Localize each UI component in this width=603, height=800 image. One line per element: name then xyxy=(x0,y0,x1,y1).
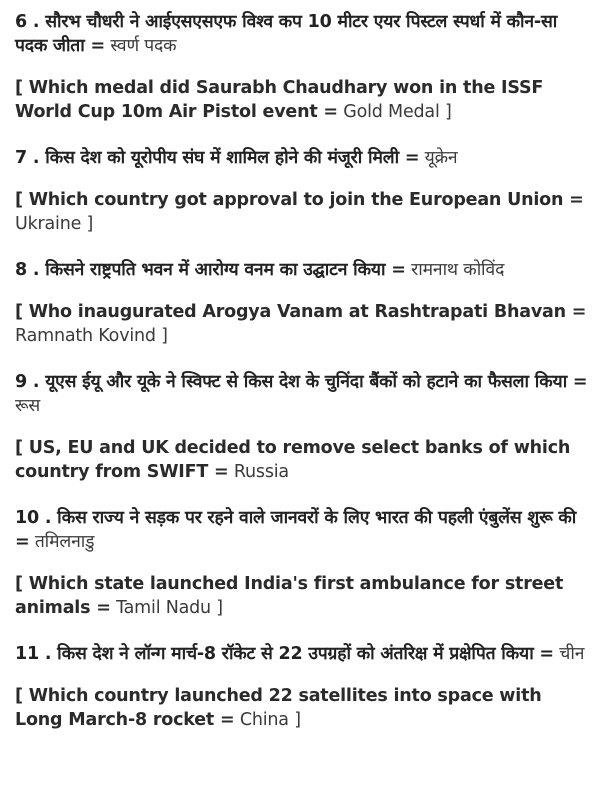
english-answer: Tamil Nadu ] xyxy=(116,598,223,618)
hindi-answer: चीन xyxy=(559,644,585,664)
question-block-10 xyxy=(15,506,591,620)
english-answer: Ramnath Kovind ] xyxy=(15,326,168,346)
hindi-question-text: 9 . यूएस ईयू और यूके ने स्विफ्ट से किस देश के चुनिंदा बैंकों को हटाने का फैसला किया = xyxy=(15,372,588,392)
english-question xyxy=(15,684,591,732)
hindi-answer: स्वर्ण पदक xyxy=(110,36,177,56)
hindi-answer: रामनाथ कोविंद xyxy=(411,260,505,280)
question-block-8 xyxy=(15,258,591,348)
english-question-text: [ Who inaugurated Arogya Vanam at Rashtrapati Bhavan = xyxy=(15,302,587,322)
hindi-answer: तमिलनाडु xyxy=(34,532,95,552)
english-question-text: [ US, EU and UK decided to remove select banks of which country from SWIFT = xyxy=(15,438,571,482)
hindi-answer: रूस xyxy=(15,396,41,416)
hindi-answer: यूक्रेन xyxy=(424,148,458,168)
english-question xyxy=(15,188,591,236)
hindi-question-text: 6 . सौरभ चौधरी ने आईएसएसएफ विश्व कप 10 मीटर एयर पिस्टल स्पर्धा में कौन-सा पदक जीता = xyxy=(15,12,558,56)
english-question-text: [ Which country got approval to join the European Union = xyxy=(15,190,584,210)
hindi-question-text: 7 . किस देश को यूरोपीय संघ में शामिल होने की मंजूरी मिली = xyxy=(15,148,420,168)
english-question xyxy=(15,436,591,484)
hindi-question-text: 8 . किसने राष्ट्रपति भवन में आरोग्य वनम का उद्घाटन किया = xyxy=(15,260,406,280)
english-answer: Gold Medal ] xyxy=(343,102,452,122)
hindi-question xyxy=(15,506,591,554)
question-block-11 xyxy=(15,642,591,732)
english-question-text: [ Which medal did Saurabh Chaudhary won in the ISSF World Cup 10m Air Pistol event = xyxy=(15,78,544,122)
hindi-question xyxy=(15,370,591,418)
english-question-text: [ Which state launched India's first ambulance for street animals = xyxy=(15,574,564,618)
question-block-6 xyxy=(15,10,591,124)
english-answer: Ukraine ] xyxy=(15,214,94,234)
english-question xyxy=(15,76,591,124)
english-question xyxy=(15,300,591,348)
hindi-question xyxy=(15,10,591,58)
hindi-question-text: 10 . किस राज्य ने सड़क पर रहने वाले जानवरों के लिए भारत की पहली एंबुलेंस शुरू की = xyxy=(15,508,577,552)
english-answer: Russia xyxy=(233,462,289,482)
english-answer: China ] xyxy=(239,710,301,730)
question-block-7 xyxy=(15,146,591,236)
hindi-question xyxy=(15,258,591,282)
hindi-question xyxy=(15,146,591,170)
hindi-question xyxy=(15,642,591,666)
question-block-9 xyxy=(15,370,591,484)
english-question-text: [ Which country launched 22 satellites into space with Long March-8 rocket = xyxy=(15,686,542,730)
english-question xyxy=(15,572,591,620)
hindi-question-text: 11 . किस देश ने लॉन्ग मार्च-8 रॉकेट से 22 उपग्रहों को अंतरिक्ष में प्रक्षेपित किया = xyxy=(15,644,554,664)
